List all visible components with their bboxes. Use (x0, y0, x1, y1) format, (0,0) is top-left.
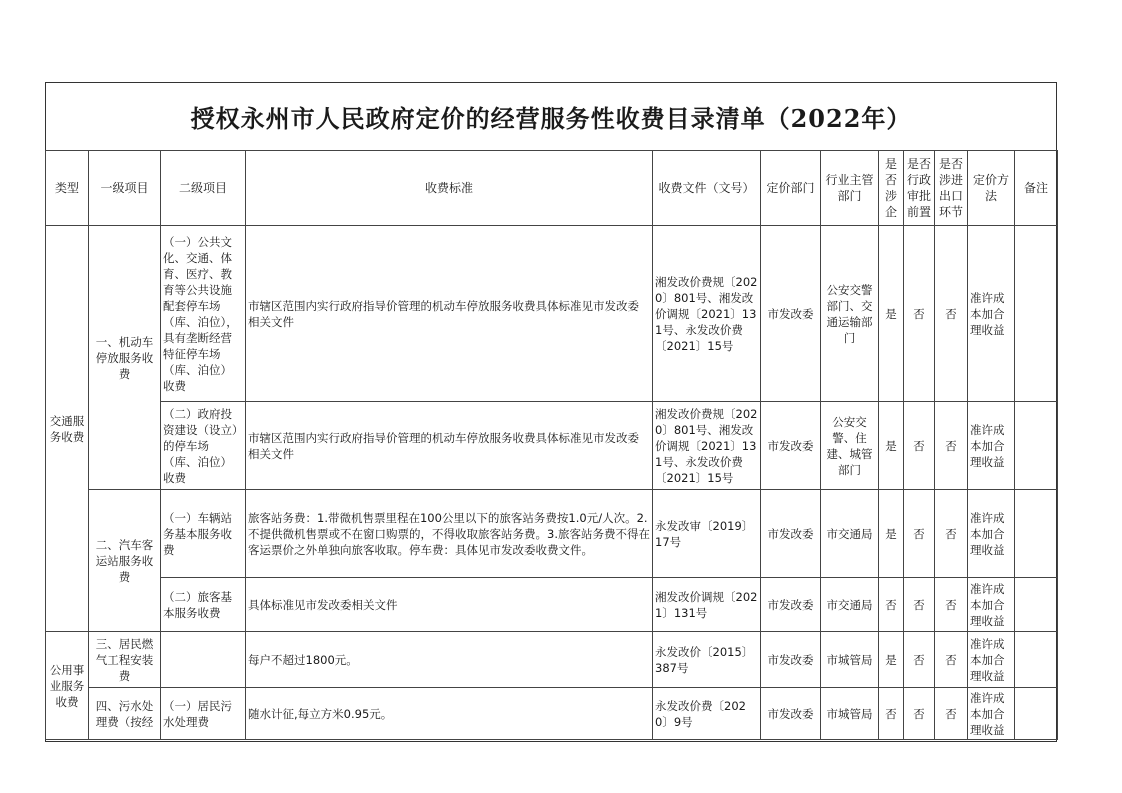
method-cell: 准许成本加合理收益 (968, 688, 1015, 740)
import-cell: 否 (935, 632, 968, 688)
doc-cell: 湘发改价调规〔2021〕131号 (653, 578, 761, 632)
method-cell: 准许成本加合理收益 (968, 632, 1015, 688)
level1-cell: 四、污水处理费（按经 (89, 688, 161, 740)
enterprise-cell: 否 (879, 578, 904, 632)
method-cell: 准许成本加合理收益 (968, 226, 1015, 402)
table-row (46, 402, 1058, 490)
industry-cell: 市交通局 (821, 578, 879, 632)
import-cell: 否 (935, 402, 968, 490)
approval-cell: 否 (904, 578, 935, 632)
level2-cell: （一）车辆站务基本服务收费 (161, 490, 246, 578)
dept-cell: 市发改委 (761, 578, 821, 632)
standard-cell: 市辖区范围内实行政府指导价管理的机动车停放服务收费具体标准见市发改委相关文件 (246, 402, 653, 490)
table-row (46, 226, 1058, 402)
table-row (46, 490, 1058, 578)
method-cell: 准许成本加合理收益 (968, 490, 1015, 578)
fee-catalog-table (45, 150, 1058, 740)
header-cell: 一级项目 (89, 151, 161, 226)
table-row (46, 632, 1058, 688)
approval-cell: 否 (904, 402, 935, 490)
level1-cell: 二、汽车客运站服务收费 (89, 490, 161, 632)
industry-cell: 市城管局 (821, 688, 879, 740)
method-cell: 准许成本加合理收益 (968, 578, 1015, 632)
import-cell: 否 (935, 490, 968, 578)
header-cell: 是否涉进出口环节 (935, 151, 968, 226)
import-cell: 否 (935, 226, 968, 402)
header-cell: 定价部门 (761, 151, 821, 226)
approval-cell: 否 (904, 688, 935, 740)
enterprise-cell: 是 (879, 632, 904, 688)
note-cell (1015, 578, 1058, 632)
industry-cell: 公安交警、住建、城管部门 (821, 402, 879, 490)
type-cell: 交通服务收费 (46, 226, 89, 632)
enterprise-cell: 否 (879, 688, 904, 740)
doc-cell: 永发改审〔2019〕17号 (653, 490, 761, 578)
note-cell (1015, 632, 1058, 688)
header-cell: 收费文件（文号） (653, 151, 761, 226)
table-row (46, 688, 1058, 740)
type-cell: 公用事业服务收费 (46, 632, 89, 740)
import-cell: 否 (935, 688, 968, 740)
method-cell: 准许成本加合理收益 (968, 402, 1015, 490)
standard-cell: 具体标准见市发改委相关文件 (246, 578, 653, 632)
enterprise-cell: 是 (879, 226, 904, 402)
industry-cell: 市交通局 (821, 490, 879, 578)
header-cell: 二级项目 (161, 151, 246, 226)
approval-cell: 否 (904, 226, 935, 402)
header-cell: 定价方法 (968, 151, 1015, 226)
header-row (46, 151, 1058, 226)
level2-cell (161, 632, 246, 688)
header-cell: 类型 (46, 151, 89, 226)
note-cell (1015, 688, 1058, 740)
approval-cell: 否 (904, 490, 935, 578)
enterprise-cell: 是 (879, 490, 904, 578)
doc-cell: 湘发改价费规〔2020〕801号、湘发改价调规〔2021〕131号、永发改价费〔2021〕15号 (653, 402, 761, 490)
approval-cell: 否 (904, 632, 935, 688)
standard-cell: 每户不超过1800元。 (246, 632, 653, 688)
page-title: 授权永州市人民政府定价的经营服务性收费目录清单（2022年） (190, 103, 912, 133)
dept-cell: 市发改委 (761, 490, 821, 578)
import-cell: 否 (935, 578, 968, 632)
level1-cell: 一、机动车停放服务收费 (89, 226, 161, 490)
dept-cell: 市发改委 (761, 632, 821, 688)
standard-cell: 旅客站务费：1.带微机售票里程在100公里以下的旅客站务费按1.0元/人次。2.不提供微机售票或不在窗口购票的，不得收取旅客站务费。3.旅客站务费不得在客运票价之外单独向旅客收取。停车费：具体见市发改委收费文件。 (246, 490, 653, 578)
level2-cell: （二）政府投资建设（设立）的停车场（库、泊位）收费 (161, 402, 246, 490)
level2-cell: （二）旅客基本服务收费 (161, 578, 246, 632)
doc-cell: 湘发改价费规〔2020〕801号、湘发改价调规〔2021〕131号、永发改价费〔2021〕15号 (653, 226, 761, 402)
header-cell: 是否涉企 (879, 151, 904, 226)
header-cell: 是否行政审批前置 (904, 151, 935, 226)
table-row (46, 578, 1058, 632)
header-cell: 行业主管部门 (821, 151, 879, 226)
header-cell: 备注 (1015, 151, 1058, 226)
level1-cell: 三、居民燃气工程安装费 (89, 632, 161, 688)
dept-cell: 市发改委 (761, 226, 821, 402)
standard-cell: 市辖区范围内实行政府指导价管理的机动车停放服务收费具体标准见市发改委相关文件 (246, 226, 653, 402)
enterprise-cell: 是 (879, 402, 904, 490)
dept-cell: 市发改委 (761, 688, 821, 740)
header-cell: 收费标准 (246, 151, 653, 226)
dept-cell: 市发改委 (761, 402, 821, 490)
doc-cell: 永发改价〔2015〕387号 (653, 632, 761, 688)
industry-cell: 市城管局 (821, 632, 879, 688)
note-cell (1015, 490, 1058, 578)
level2-cell: （一）居民污水处理费 (161, 688, 246, 740)
standard-cell: 随水计征,每立方米0.95元。 (246, 688, 653, 740)
doc-cell: 永发改价费〔2020〕9号 (653, 688, 761, 740)
level2-cell: （一）公共文化、交通、体育、医疗、教育等公共设施配套停车场（库、泊位），具有垄断经营特征停车场（库、泊位）收费 (161, 226, 246, 402)
note-cell (1015, 226, 1058, 402)
industry-cell: 公安交警部门、交通运输部门 (821, 226, 879, 402)
note-cell (1015, 402, 1058, 490)
